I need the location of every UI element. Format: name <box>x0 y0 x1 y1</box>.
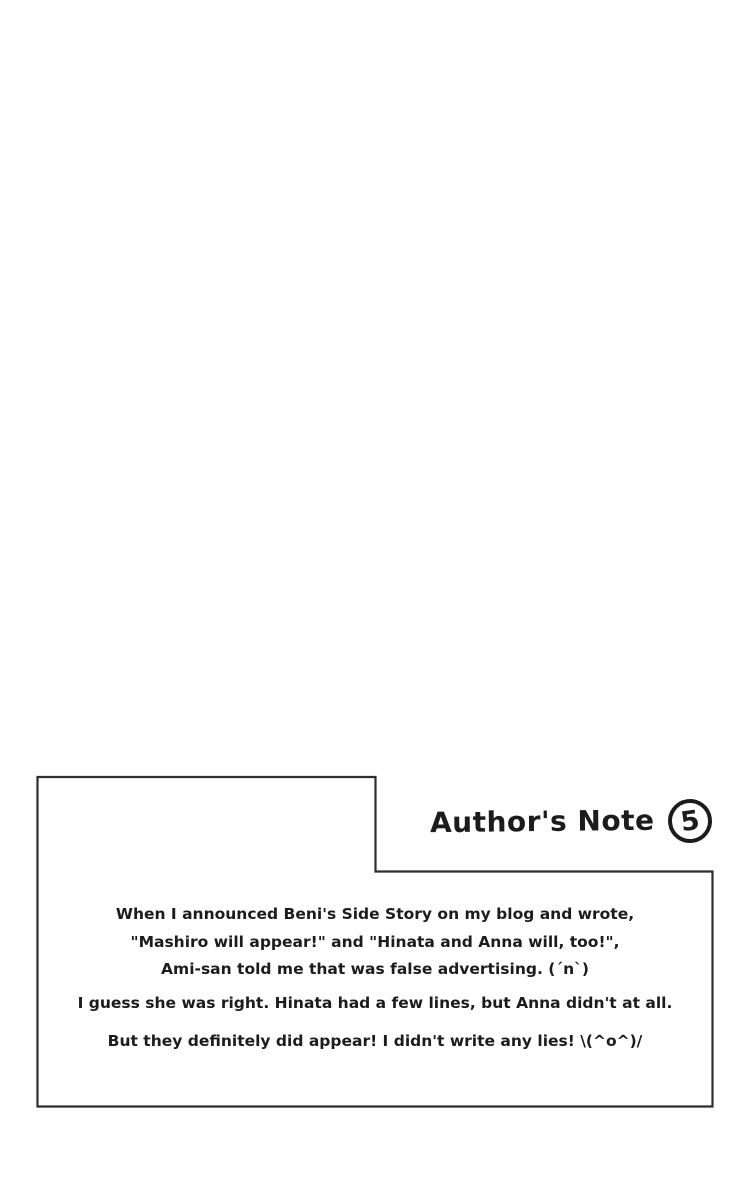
authors-note-title <box>430 799 712 843</box>
note-line: "Mashiro will appear!" and "Hinata and Anna will, too!", <box>130 932 620 951</box>
authors-note-title-text: Author's Note <box>429 803 655 839</box>
note-paragraph-1 <box>37 901 713 984</box>
note-paragraph-3 <box>37 1028 713 1056</box>
circled-number-badge <box>665 796 715 846</box>
note-line: But they definitely did appear! I didn't write any lies! \(^o^)/ <box>107 1032 643 1050</box>
note-line: Ami-san told me that was false advertising. (´n`) <box>161 960 589 978</box>
note-line: When I announced Beni's Side Story on my blog and wrote, <box>115 905 635 923</box>
note-paragraph-2 <box>37 990 713 1018</box>
note-line: I guess she was right. Hinata had a few lines, but Anna didn't at all. <box>77 993 673 1012</box>
authors-note-body <box>37 901 713 1056</box>
authors-note-number: 5 <box>678 804 701 838</box>
